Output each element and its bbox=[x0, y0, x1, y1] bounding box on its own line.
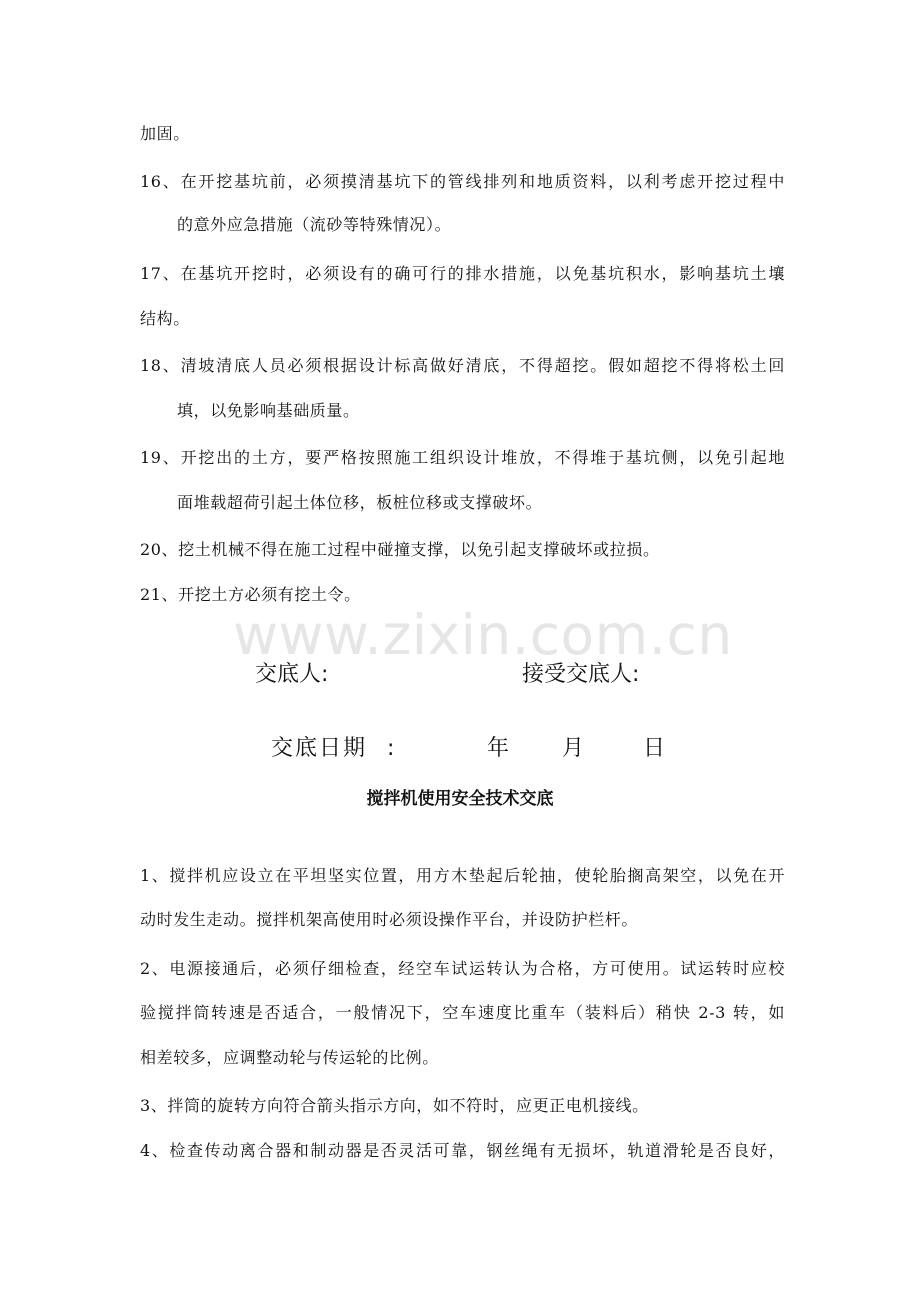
watermark: www.zixin.com.cn bbox=[233, 603, 733, 667]
paragraph-line: 填，以免影响基础质量。 bbox=[177, 401, 360, 420]
date-colon: : bbox=[387, 736, 395, 761]
paragraph-line-item-2: 2、电源接通后，必须仔细检查，经空车试运转认为合格，方可使用。试运转时应校 bbox=[140, 959, 785, 978]
paragraph-line-item-21: 21、开挖土方必须有挖土令。 bbox=[140, 585, 361, 604]
paragraph-line-item-1: 1、搅拌机应设立在平坦坚实位置，用方木垫起后轮抽，使轮胎搁高架空，以免在开 bbox=[140, 866, 785, 885]
paragraph-line: 相差较多，应调整动轮与传运轮的比例。 bbox=[140, 1048, 439, 1067]
paragraph-line: 面堆载超荷引起土体位移，板桩位移或支撑破坏。 bbox=[177, 493, 543, 512]
paragraph-line-item-16: 16、在开挖基坑前，必须摸清基坑下的管线排列和地质资料，以利考虑开挖过程中 bbox=[140, 172, 785, 191]
paragraph-line: 动时发生走动。搅拌机架高使用时必须设操作平台，并设防护栏杆。 bbox=[140, 910, 639, 929]
paragraph-line: 验搅拌筒转速是否适合，一般情况下，空车速度比重车（装料后）稍快 2-3 转，如 bbox=[140, 1003, 785, 1022]
discloser-label: 交底人: bbox=[255, 662, 329, 687]
paragraph-line-item-4: 4、检查传动离合器和制动器是否灵活可靠，钢丝绳有无损坏，轨道滑轮是否良好， bbox=[140, 1141, 785, 1160]
section-title: 搅拌机使用安全技术交底 bbox=[366, 789, 554, 809]
paragraph-line: 的意外应急措施（流砂等特殊情况）。 bbox=[177, 215, 452, 234]
paragraph-line-item-18: 18、清坡清底人员必须根据设计标高做好清底，不得超挖。假如超挖不得将松土回 bbox=[140, 356, 785, 375]
paragraph-line-item-19: 19、开挖出的土方，要严格按照施工组织设计堆放，不得堆于基坑侧，以免引起地 bbox=[140, 448, 785, 467]
receiver-label: 接受交底人: bbox=[522, 662, 640, 687]
date-day: 日 bbox=[643, 736, 666, 761]
date-year: 年 bbox=[487, 736, 510, 761]
paragraph-line: 加固。 bbox=[140, 124, 190, 143]
paragraph-line-item-3: 3、拌筒的旋转方向符合箭头指示方向，如不符时，应更正电机接线。 bbox=[140, 1096, 649, 1115]
paragraph-line-item-17: 17、在基坑开挖时，必须设有的确可行的排水措施，以免基坑积水，影响基坑土壤 bbox=[140, 264, 785, 283]
date-month: 月 bbox=[562, 736, 585, 761]
paragraph-line-item-20: 20、挖土机械不得在施工过程中碰撞支撑，以免引起支撑破坏或拉损。 bbox=[140, 540, 660, 559]
paragraph-line: 结构。 bbox=[140, 309, 190, 328]
date-label: 交底日期 bbox=[271, 736, 368, 761]
